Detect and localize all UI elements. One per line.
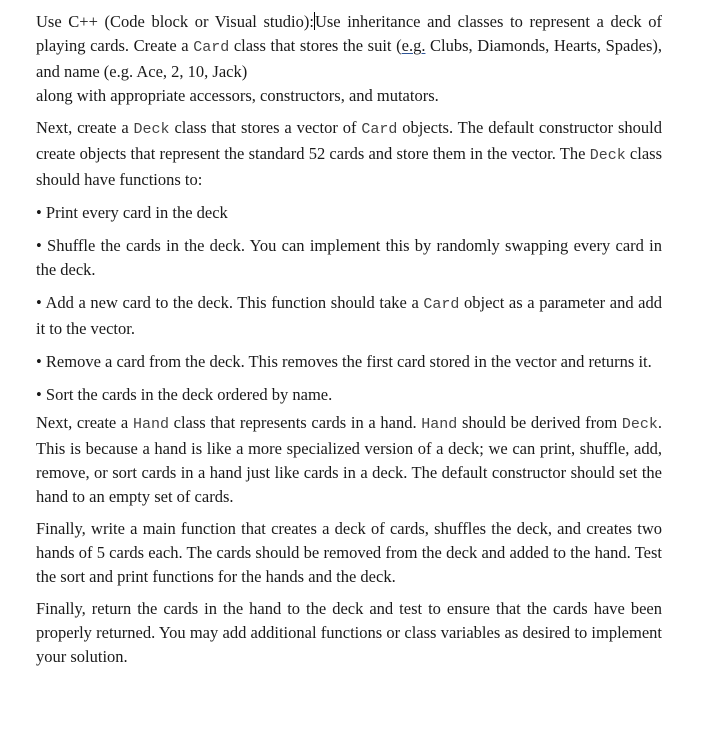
deck-text-3: objects. The default constructor should create objects that represent the standard 52 cards and store them in the vector. The xyxy=(36,118,662,163)
code-deck: Deck xyxy=(621,416,658,433)
code-deck: Deck xyxy=(133,121,170,138)
deck-text-1: Next, create a xyxy=(36,118,134,137)
deck-text-2: class that stores a vector of xyxy=(169,118,362,137)
bullet-shuffle: • Shuffle the cards in the deck. You can implement this by randomly swapping every card in the deck. xyxy=(36,236,662,279)
final-paragraph: Finally, return the cards in the hand to the deck and test to ensure that the cards have been properly returned. You may add additional functions or class variables as desired to implement your solution. xyxy=(36,599,662,666)
code-hand: Hand xyxy=(132,416,169,433)
hand-paragraph xyxy=(36,411,662,509)
bullet-remove: • Remove a card from the deck. This removes the first card stored in the vector and returns it. xyxy=(36,352,652,371)
intro-text-1: Use C++ (Code block or Visual studio): xyxy=(36,12,314,31)
code-deck: Deck xyxy=(589,147,626,164)
intro-text-2: Use inheritance and classes to represent a deck of playing cards. Create a xyxy=(36,12,663,55)
deck-text-4: class should have functions to: xyxy=(36,144,662,189)
bullet-add-text-1: • Add a new card to the deck. This function should take a xyxy=(36,293,424,312)
deck-paragraph xyxy=(36,116,662,192)
intro-text-3: class that stores the suit ( xyxy=(229,36,402,55)
hand-text-1: Next, create a xyxy=(36,413,133,432)
hand-text-3: should be derived from xyxy=(457,413,622,432)
eg-underlined: e.g. xyxy=(401,36,426,55)
code-hand: Hand xyxy=(421,416,458,433)
bullet-add-text-2: object as a parameter and add it to the vector. xyxy=(36,293,662,338)
hand-text-4: . This is because a hand is like a more specialized version of a deck; we can print, shuffle, add, remove, or sort cards in a hand just like cards in a deck. The default constructor should set the hand to an empty set of cards. xyxy=(36,413,662,506)
main-function-paragraph: Finally, write a main function that creates a deck of cards, shuffles the deck, and creates two hands of 5 cards each. The cards should be removed from the deck and added to the hand. Test the sort and print functions for the hands and the deck. xyxy=(36,519,662,586)
bullet-add xyxy=(36,291,662,341)
intro-text-4: Clubs, Diamonds, Hearts, Spades), and name (e.g. Ace, 2, 10, Jack) xyxy=(36,36,662,81)
document-body xyxy=(36,10,662,669)
code-card: Card xyxy=(193,39,230,56)
intro-text-5: along with appropriate accessors, constructors, and mutators. xyxy=(36,86,439,105)
bullet-print: • Print every card in the deck xyxy=(36,203,228,222)
intro-paragraph xyxy=(36,10,662,108)
bullet-sort: • Sort the cards in the deck ordered by name. xyxy=(36,385,333,404)
hand-text-2: class that represents cards in a hand. xyxy=(168,413,422,432)
code-card: Card xyxy=(423,296,460,313)
code-card: Card xyxy=(361,121,398,138)
